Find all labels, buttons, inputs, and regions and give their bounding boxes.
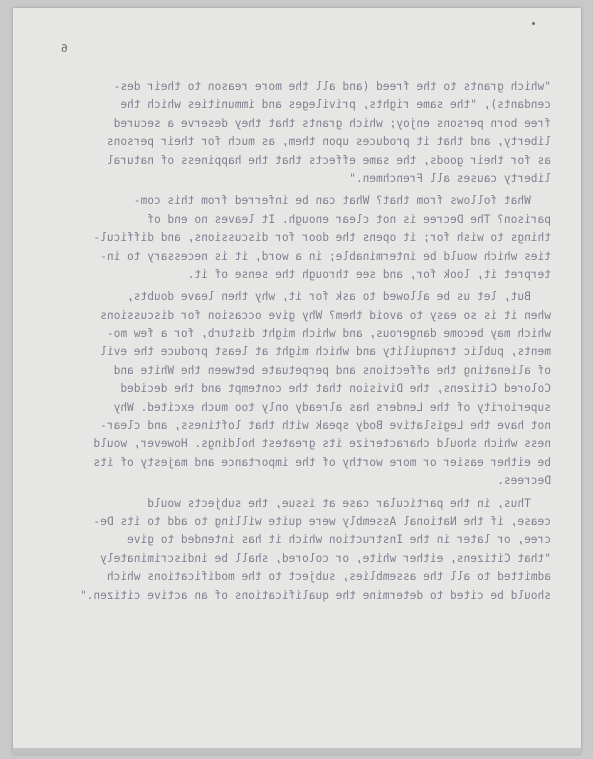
text-line: when it is so easy to avoid them? Why give occasion for discussions	[100, 308, 551, 322]
text-line: which may become dangerous, and which might disturb, for a few mo-	[106, 327, 551, 341]
paragraph	[56, 495, 551, 605]
text-line: things to wish for; it opens the door for discussions, and difficul-	[93, 231, 551, 245]
text-line: of alienating the affections and perpetuate between the White and	[113, 363, 551, 377]
text-line: terpret it, look for, and see through the sense of it.	[187, 267, 551, 281]
text-line: Colored Citizens, the Division that the contempt and the decided	[120, 382, 551, 396]
text-line: cree, or later in the Instruction which it has intended to give	[127, 533, 551, 547]
text-line: "which grants to the freed (and all the more reason to their des-	[113, 80, 551, 93]
paragraph	[56, 288, 551, 490]
text-line: ments, public tranquility and which might at least produce the evil	[100, 345, 551, 359]
text-line: be either easier or more worthy of the importance and majesty of its	[93, 455, 551, 469]
text-line: as for their goods, the same effects that the happiness of natural	[106, 153, 551, 167]
text-line: "that Citizens, either white, or colored, shall be indiscriminately	[100, 551, 551, 565]
page-number: 6	[61, 42, 68, 55]
text-line: Thus, in the particular case at issue, the subjects would	[147, 496, 551, 510]
paragraph	[56, 192, 551, 284]
paragraph	[56, 78, 551, 188]
text-line: cease, if the National Assembly were quite willing to add to its De-	[93, 514, 551, 528]
text-line: But, let us be allowed to ask for it, why then leave doubts,	[127, 290, 551, 304]
ink-spot	[532, 22, 535, 25]
text-line: Decrees.	[497, 474, 551, 488]
text-line: not have the Legislative Body speak with that loftiness, and clear-	[100, 419, 551, 433]
text-line: parison? The Decree is not clear enough. It leaves no end of	[147, 212, 551, 226]
page-edge-shadow	[13, 748, 581, 756]
text-line: What follows from that? What can be inferred from this com-	[133, 194, 551, 208]
text-line: ness which should characterize its greatest holdings. However, would	[93, 437, 551, 451]
text-line: superiority of the Lenders has already only too much excited. Why	[113, 400, 551, 414]
text-line: ties which would be interminable; in a word, it is necessary to in-	[100, 249, 551, 263]
text-line: liberty causes all Frenchmen."	[349, 171, 551, 185]
text-line: liberty, and that it produces upon them, as much for their persons	[106, 135, 551, 149]
text-line: cendants), "the same rights, privileges and immunities which the	[120, 98, 551, 112]
text-line: free born persons enjoy; which grants that they deserve a secured	[113, 116, 551, 130]
text-line: should be cited to determine the qualifications of an active citizen."	[79, 588, 551, 602]
bleed-through-text	[56, 78, 551, 605]
text-line: admitted to all the assemblies, subject to the modifications which	[106, 570, 551, 584]
